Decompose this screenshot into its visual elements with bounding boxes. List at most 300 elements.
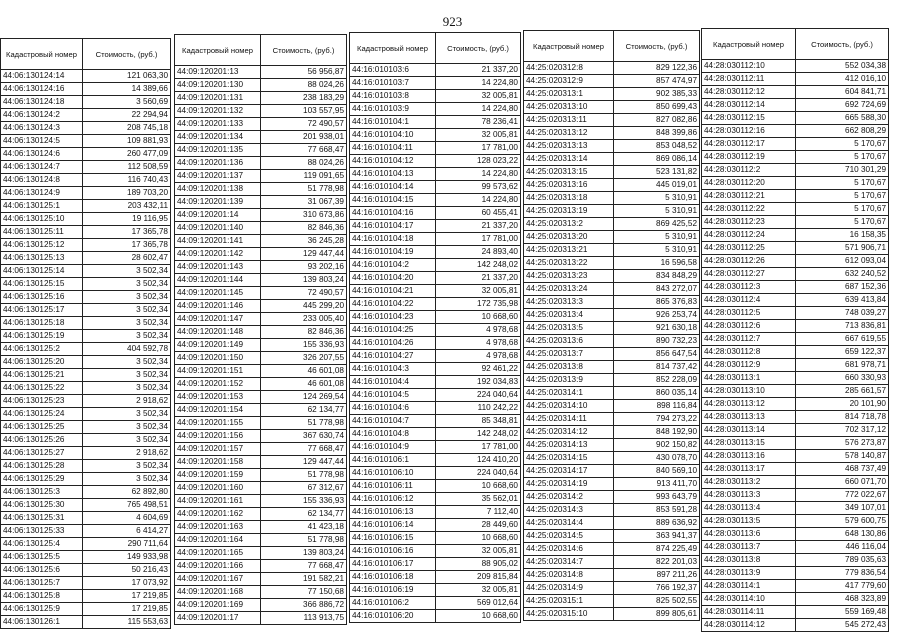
table-row <box>1 473 171 486</box>
cadastral-number-cell: 44:28:030114:10 <box>702 593 796 606</box>
cadastral-number-cell: 44:25:020313:13 <box>524 140 614 153</box>
table-row <box>524 465 700 478</box>
cadastral-number-cell: 44:06:130125:25 <box>1 421 83 434</box>
cost-cell: 51 778,98 <box>261 417 347 430</box>
cost-cell: 3 502,34 <box>83 369 171 382</box>
cost-cell: 14 224,80 <box>436 194 521 207</box>
cadastral-number-cell: 44:06:130125:29 <box>1 473 83 486</box>
cost-cell: 88 024,26 <box>261 79 347 92</box>
cost-cell: 3 502,34 <box>83 291 171 304</box>
cost-cell: 814 718,78 <box>796 411 889 424</box>
cadastral-number-cell: 44:09:120201:167 <box>175 573 261 586</box>
table-row <box>350 155 521 168</box>
cost-cell: 124 269,54 <box>261 391 347 404</box>
table-row <box>1 96 171 109</box>
cadastral-number-cell: 44:16:010104:21 <box>350 285 436 298</box>
table-row <box>702 307 889 320</box>
table-row <box>350 545 521 558</box>
table-row <box>1 239 171 252</box>
table-row <box>524 257 700 270</box>
cadastral-number-cell: 44:25:020313:10 <box>524 101 614 114</box>
cost-cell: 260 477,09 <box>83 148 171 161</box>
cadastral-number-cell: 44:25:020313:3 <box>524 296 614 309</box>
cost-cell: 110 242,22 <box>436 402 521 415</box>
cadastral-number-cell: 44:09:120201:155 <box>175 417 261 430</box>
cost-cell: 829 122,36 <box>614 62 700 75</box>
cost-cell: 822 201,03 <box>614 556 700 569</box>
table-row <box>175 144 347 157</box>
cost-cell: 17 365,78 <box>83 226 171 239</box>
cadastral-number-cell: 44:25:020313:1 <box>524 88 614 101</box>
table-row <box>175 196 347 209</box>
cadastral-number-cell: 44:06:130124:6 <box>1 148 83 161</box>
cadastral-number-cell: 44:16:010106:1 <box>350 454 436 467</box>
table-row <box>175 235 347 248</box>
cadastral-number-cell: 44:16:010106:18 <box>350 571 436 584</box>
table-row <box>1 525 171 538</box>
table-row <box>702 346 889 359</box>
cadastral-number-cell: 44:09:120201:14 <box>175 209 261 222</box>
cadastral-number-cell: 44:09:120201:154 <box>175 404 261 417</box>
table-row <box>175 391 347 404</box>
cadastral-number-cell: 44:06:130125:7 <box>1 577 83 590</box>
header-cadastral-number: Кадастровый номер <box>524 31 614 62</box>
cost-cell: 109 881,93 <box>83 135 171 148</box>
table-row <box>1 577 171 590</box>
table-row <box>175 547 347 560</box>
cost-cell: 14 389,66 <box>83 83 171 96</box>
header-cost: Стоимость, (руб.) <box>261 35 347 66</box>
cadastral-number-cell: 44:28:030112:8 <box>702 346 796 359</box>
cost-cell: 5 310,91 <box>614 192 700 205</box>
table-row <box>702 281 889 294</box>
cadastral-number-cell: 44:06:130126:1 <box>1 616 83 629</box>
cadastral-number-cell: 44:06:130125:17 <box>1 304 83 317</box>
table-row <box>1 603 171 616</box>
cadastral-number-cell: 44:09:120201:163 <box>175 521 261 534</box>
table-row <box>702 216 889 229</box>
cost-cell: 155 336,93 <box>261 495 347 508</box>
cadastral-number-cell: 44:28:030113:9 <box>702 567 796 580</box>
table-row <box>350 168 521 181</box>
table-row <box>524 517 700 530</box>
cadastral-number-cell: 44:09:120201:157 <box>175 443 261 456</box>
table-row <box>175 79 347 92</box>
cost-cell: 559 169,48 <box>796 606 889 619</box>
cost-cell: 850 699,43 <box>614 101 700 114</box>
table-row <box>1 447 171 460</box>
cadastral-number-cell: 44:28:030114:1 <box>702 580 796 593</box>
table-row <box>175 339 347 352</box>
table-row <box>702 398 889 411</box>
table-row <box>175 365 347 378</box>
cadastral-table-5 <box>701 28 889 632</box>
table-row <box>175 469 347 482</box>
cadastral-table-4 <box>523 30 700 621</box>
cost-cell: 853 591,28 <box>614 504 700 517</box>
cost-cell: 56 956,87 <box>261 66 347 79</box>
table-row <box>175 612 347 625</box>
cadastral-number-cell: 44:16:010104:9 <box>350 441 436 454</box>
cost-cell: 3 502,34 <box>83 304 171 317</box>
cost-cell: 14 224,80 <box>436 103 521 116</box>
table-row <box>1 122 171 135</box>
table-row <box>175 443 347 456</box>
cadastral-number-cell: 44:25:020313:20 <box>524 231 614 244</box>
cadastral-number-cell: 44:09:120201:132 <box>175 105 261 118</box>
table-row <box>175 599 347 612</box>
cost-cell: 713 836,81 <box>796 320 889 333</box>
table-row <box>1 213 171 226</box>
table-row <box>524 153 700 166</box>
cadastral-number-cell: 44:06:130125:20 <box>1 356 83 369</box>
cadastral-number-cell: 44:25:020313:12 <box>524 127 614 140</box>
cost-cell: 897 211,26 <box>614 569 700 582</box>
cost-cell: 31 067,39 <box>261 196 347 209</box>
cost-cell: 121 063,30 <box>83 70 171 83</box>
table-row <box>702 294 889 307</box>
cadastral-number-cell: 44:16:010103:7 <box>350 77 436 90</box>
cadastral-number-cell: 44:16:010104:1 <box>350 116 436 129</box>
cost-cell: 189 703,20 <box>83 187 171 200</box>
cost-cell: 5 310,91 <box>614 231 700 244</box>
cadastral-number-cell: 44:09:120201:164 <box>175 534 261 547</box>
cost-cell: 898 116,84 <box>614 400 700 413</box>
table-row <box>175 456 347 469</box>
table-row <box>175 313 347 326</box>
cadastral-number-cell: 44:28:030113:5 <box>702 515 796 528</box>
cost-cell: 203 432,11 <box>83 200 171 213</box>
cost-cell: 72 490,57 <box>261 118 347 131</box>
cadastral-number-cell: 44:28:030113:3 <box>702 489 796 502</box>
cadastral-number-cell: 44:28:030113:4 <box>702 502 796 515</box>
cadastral-number-cell: 44:16:010106:12 <box>350 493 436 506</box>
cost-cell: 3 502,34 <box>83 330 171 343</box>
cost-cell: 116 740,43 <box>83 174 171 187</box>
cadastral-number-cell: 44:06:130125:6 <box>1 564 83 577</box>
cadastral-number-cell: 44:25:020313:23 <box>524 270 614 283</box>
cadastral-number-cell: 44:16:010104:7 <box>350 415 436 428</box>
cadastral-number-cell: 44:25:020313:19 <box>524 205 614 218</box>
cost-cell: 4 978,68 <box>436 324 521 337</box>
table-row <box>1 395 171 408</box>
cost-cell: 578 140,87 <box>796 450 889 463</box>
cost-cell: 3 502,34 <box>83 408 171 421</box>
table-row <box>1 317 171 330</box>
cost-cell: 3 502,34 <box>83 460 171 473</box>
table-row <box>175 300 347 313</box>
table-row <box>350 519 521 532</box>
table-row <box>524 192 700 205</box>
cost-cell: 3 502,34 <box>83 434 171 447</box>
table-row <box>1 291 171 304</box>
cost-cell: 702 317,12 <box>796 424 889 437</box>
table-row <box>524 530 700 543</box>
cadastral-number-cell: 44:16:010104:4 <box>350 376 436 389</box>
cadastral-number-cell: 44:16:010106:20 <box>350 610 436 623</box>
cost-cell: 639 413,84 <box>796 294 889 307</box>
cost-cell: 113 913,75 <box>261 612 347 625</box>
cadastral-number-cell: 44:25:020314:6 <box>524 543 614 556</box>
table-row <box>350 597 521 610</box>
table-row <box>1 421 171 434</box>
table-row <box>175 92 347 105</box>
table-row <box>702 424 889 437</box>
table-row <box>702 151 889 164</box>
cadastral-number-cell: 44:09:120201:152 <box>175 378 261 391</box>
table-row <box>175 131 347 144</box>
cadastral-number-cell: 44:16:010106:19 <box>350 584 436 597</box>
cost-cell: 78 236,41 <box>436 116 521 129</box>
cadastral-number-cell: 44:06:130125:31 <box>1 512 83 525</box>
cadastral-number-cell: 44:28:030112:11 <box>702 73 796 86</box>
cost-cell: 46 601,08 <box>261 365 347 378</box>
table-row <box>524 387 700 400</box>
table-row <box>350 77 521 90</box>
table-row <box>524 452 700 465</box>
cost-cell: 468 737,49 <box>796 463 889 476</box>
header-cadastral-number: Кадастровый номер <box>702 29 796 60</box>
cost-cell: 430 078,70 <box>614 452 700 465</box>
cadastral-number-cell: 44:16:010104:27 <box>350 350 436 363</box>
cost-cell: 115 553,63 <box>83 616 171 629</box>
cost-cell: 10 668,60 <box>436 532 521 545</box>
table-row <box>524 413 700 426</box>
table-row <box>350 181 521 194</box>
cost-cell: 10 668,60 <box>436 311 521 324</box>
cost-cell: 899 805,61 <box>614 608 700 621</box>
table-row <box>350 194 521 207</box>
table-row <box>1 434 171 447</box>
cost-cell: 46 601,08 <box>261 378 347 391</box>
table-row <box>350 532 521 545</box>
cadastral-number-cell: 44:28:030113:2 <box>702 476 796 489</box>
table-row <box>350 402 521 415</box>
cost-cell: 789 035,63 <box>796 554 889 567</box>
cost-cell: 224 040,64 <box>436 467 521 480</box>
table-row <box>1 512 171 525</box>
cost-cell: 612 093,04 <box>796 255 889 268</box>
cadastral-number-cell: 44:28:030113:15 <box>702 437 796 450</box>
cadastral-number-cell: 44:09:120201:133 <box>175 118 261 131</box>
header-cadastral-number: Кадастровый номер <box>1 39 83 70</box>
cost-cell: 5 170,67 <box>796 151 889 164</box>
table-row <box>524 608 700 621</box>
cost-cell: 468 323,89 <box>796 593 889 606</box>
table-row <box>350 558 521 571</box>
table-row <box>524 218 700 231</box>
cost-cell: 366 886,72 <box>261 599 347 612</box>
cadastral-number-cell: 44:28:030113:16 <box>702 450 796 463</box>
table-row <box>175 183 347 196</box>
table-row <box>702 489 889 502</box>
cadastral-number-cell: 44:09:120201:145 <box>175 287 261 300</box>
cost-cell: 50 216,43 <box>83 564 171 577</box>
cost-cell: 3 502,34 <box>83 317 171 330</box>
cadastral-number-cell: 44:09:120201:165 <box>175 547 261 560</box>
cadastral-number-cell: 44:06:130124:8 <box>1 174 83 187</box>
cadastral-number-cell: 44:06:130125:2 <box>1 343 83 356</box>
cost-cell: 3 502,34 <box>83 421 171 434</box>
cost-cell: 765 498,51 <box>83 499 171 512</box>
cadastral-number-cell: 44:09:120201:17 <box>175 612 261 625</box>
cost-cell: 523 131,82 <box>614 166 700 179</box>
cost-cell: 843 272,07 <box>614 283 700 296</box>
table-row <box>175 482 347 495</box>
cost-cell: 4 604,69 <box>83 512 171 525</box>
cadastral-number-cell: 44:25:020313:24 <box>524 283 614 296</box>
cost-cell: 21 337,20 <box>436 220 521 233</box>
table-row <box>702 203 889 216</box>
cost-cell: 3 502,34 <box>83 278 171 291</box>
cadastral-number-cell: 44:25:020313:5 <box>524 322 614 335</box>
cost-cell: 404 592,78 <box>83 343 171 356</box>
table-row <box>524 582 700 595</box>
cadastral-number-cell: 44:25:020314:15 <box>524 452 614 465</box>
cadastral-number-cell: 44:28:030112:12 <box>702 86 796 99</box>
table-row <box>350 467 521 480</box>
table-row <box>702 242 889 255</box>
cadastral-number-cell: 44:06:130125:19 <box>1 330 83 343</box>
header-cadastral-number: Кадастровый номер <box>350 33 436 64</box>
cost-cell: 902 385,33 <box>614 88 700 101</box>
table-row <box>175 560 347 573</box>
cadastral-number-cell: 44:25:020313:21 <box>524 244 614 257</box>
cadastral-number-cell: 44:06:130125:26 <box>1 434 83 447</box>
table-row <box>350 311 521 324</box>
cost-cell: 874 225,49 <box>614 543 700 556</box>
cadastral-number-cell: 44:16:010106:14 <box>350 519 436 532</box>
cadastral-number-cell: 44:28:030114:12 <box>702 619 796 632</box>
cost-cell: 10 668,60 <box>436 480 521 493</box>
cadastral-number-cell: 44:16:010104:15 <box>350 194 436 207</box>
cadastral-number-cell: 44:09:120201:160 <box>175 482 261 495</box>
cost-cell: 848 399,86 <box>614 127 700 140</box>
cadastral-number-cell: 44:25:020313:18 <box>524 192 614 205</box>
cadastral-number-cell: 44:28:030113:13 <box>702 411 796 424</box>
cadastral-number-cell: 44:09:120201:166 <box>175 560 261 573</box>
cadastral-number-cell: 44:28:030114:11 <box>702 606 796 619</box>
table-row <box>175 118 347 131</box>
table-row <box>1 564 171 577</box>
cadastral-number-cell: 44:28:030112:21 <box>702 190 796 203</box>
cadastral-number-cell: 44:16:010104:16 <box>350 207 436 220</box>
cost-cell: 860 035,14 <box>614 387 700 400</box>
cost-cell: 648 130,86 <box>796 528 889 541</box>
table-row <box>1 460 171 473</box>
table-row <box>702 450 889 463</box>
table-row <box>350 506 521 519</box>
cost-cell: 840 569,10 <box>614 465 700 478</box>
table-row <box>702 268 889 281</box>
table-row <box>350 90 521 103</box>
table-row <box>702 385 889 398</box>
cost-cell: 869 086,14 <box>614 153 700 166</box>
table-row <box>350 610 521 623</box>
table-row <box>524 569 700 582</box>
table-row <box>1 538 171 551</box>
cadastral-number-cell: 44:25:020313:22 <box>524 257 614 270</box>
table-row <box>175 378 347 391</box>
table-row <box>175 586 347 599</box>
cost-cell: 14 224,80 <box>436 77 521 90</box>
header-cost: Стоимость, (руб.) <box>614 31 700 62</box>
cost-cell: 129 447,44 <box>261 456 347 469</box>
table-row <box>702 593 889 606</box>
table-row <box>702 73 889 86</box>
table-row <box>702 177 889 190</box>
cadastral-number-cell: 44:16:010104:14 <box>350 181 436 194</box>
table-row <box>1 343 171 356</box>
table-row <box>175 170 347 183</box>
cost-cell: 124 410,20 <box>436 454 521 467</box>
cadastral-number-cell: 44:28:030112:14 <box>702 99 796 112</box>
cadastral-number-cell: 44:06:130125:8 <box>1 590 83 603</box>
cadastral-number-cell: 44:06:130125:10 <box>1 213 83 226</box>
cost-cell: 172 735,98 <box>436 298 521 311</box>
table-row <box>702 606 889 619</box>
cost-cell: 17 781,00 <box>436 441 521 454</box>
cost-cell: 10 668,60 <box>436 610 521 623</box>
cadastral-number-cell: 44:28:030112:26 <box>702 255 796 268</box>
cost-cell: 571 906,71 <box>796 242 889 255</box>
cost-cell: 139 803,24 <box>261 274 347 287</box>
cadastral-number-cell: 44:09:120201:168 <box>175 586 261 599</box>
cost-cell: 5 310,91 <box>614 205 700 218</box>
table-row <box>350 246 521 259</box>
cost-cell: 326 207,55 <box>261 352 347 365</box>
cost-cell: 17 219,85 <box>83 603 171 616</box>
cadastral-number-cell: 44:09:120201:144 <box>175 274 261 287</box>
table-row <box>702 515 889 528</box>
cadastral-number-cell: 44:28:030112:17 <box>702 138 796 151</box>
cadastral-number-cell: 44:09:120201:161 <box>175 495 261 508</box>
cost-cell: 32 005,81 <box>436 129 521 142</box>
cadastral-number-cell: 44:06:130124:18 <box>1 96 83 109</box>
cost-cell: 17 073,92 <box>83 577 171 590</box>
cost-cell: 993 643,79 <box>614 491 700 504</box>
cadastral-number-cell: 44:25:020314:8 <box>524 569 614 582</box>
cost-cell: 191 582,21 <box>261 573 347 586</box>
cost-cell: 349 107,01 <box>796 502 889 515</box>
cadastral-number-cell: 44:16:010104:20 <box>350 272 436 285</box>
cost-cell: 224 040,64 <box>436 389 521 402</box>
cadastral-number-cell: 44:06:130124:14 <box>1 70 83 83</box>
cadastral-number-cell: 44:16:010104:26 <box>350 337 436 350</box>
table-row <box>175 534 347 547</box>
cost-cell: 902 150,82 <box>614 439 700 452</box>
cost-cell: 290 711,64 <box>83 538 171 551</box>
cost-cell: 22 294,94 <box>83 109 171 122</box>
cost-cell: 4 978,68 <box>436 337 521 350</box>
cost-cell: 32 005,81 <box>436 545 521 558</box>
cadastral-number-cell: 44:25:020313:16 <box>524 179 614 192</box>
cadastral-number-cell: 44:25:020315:10 <box>524 608 614 621</box>
cost-cell: 772 022,67 <box>796 489 889 502</box>
cadastral-number-cell: 44:28:030113:12 <box>702 398 796 411</box>
table-row <box>175 521 347 534</box>
cost-cell: 889 636,92 <box>614 517 700 530</box>
table-row <box>1 174 171 187</box>
cost-cell: 659 122,37 <box>796 346 889 359</box>
cost-cell: 667 619,55 <box>796 333 889 346</box>
cadastral-number-cell: 44:16:010106:17 <box>350 558 436 571</box>
table-row <box>524 114 700 127</box>
table-row <box>524 270 700 283</box>
table-row <box>175 248 347 261</box>
table-row <box>350 571 521 584</box>
table-row <box>1 200 171 213</box>
